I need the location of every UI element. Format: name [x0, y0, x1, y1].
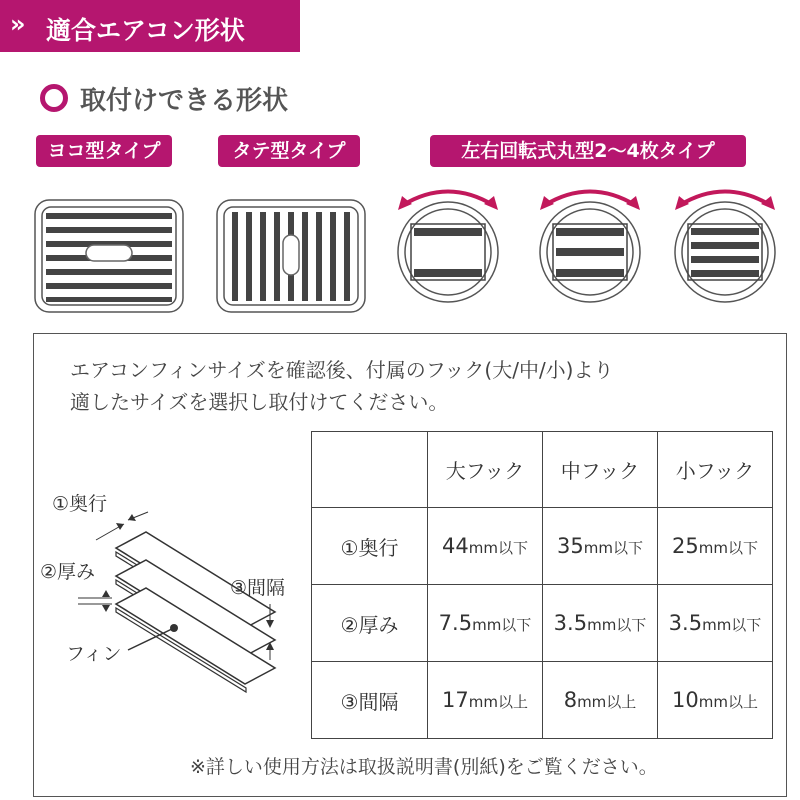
table-header: 中フック [543, 432, 658, 508]
thickness-label: ②厚み [40, 561, 96, 583]
table-cell: 3.5mm以下 [658, 585, 773, 662]
hook-size-table [311, 431, 773, 739]
table-cell: 8mm以上 [543, 662, 658, 739]
table-cell: 25mm以下 [658, 508, 773, 585]
intro-line-2: 適したサイズを選択し取付けてください。 [70, 390, 449, 414]
vertical-vent-icon [217, 200, 365, 312]
table-header: 小フック [658, 432, 773, 508]
table-cell: 7.5mm以下 [428, 585, 543, 662]
vent-type-illustrations [0, 180, 800, 330]
header-title: 適合エアコン形状 [46, 16, 245, 45]
double-chevron-icon: » [10, 10, 20, 38]
header-banner [0, 0, 300, 52]
table-cell: 35mm以下 [543, 508, 658, 585]
round-vent-2-icon [398, 192, 498, 303]
type-tag-round: 左右回転式丸型2〜4枚タイプ [430, 135, 746, 167]
table-corner-cell [312, 432, 428, 508]
fin-diagram [36, 480, 306, 710]
usage-note: ※詳しい使用方法は取扱説明書(別紙)をご覧ください。 [190, 756, 658, 778]
row-label: ②厚み [312, 585, 428, 662]
circle-bullet-icon [40, 84, 68, 112]
horizontal-vent-icon [35, 200, 183, 312]
row-label: ③間隔 [312, 662, 428, 739]
table-cell: 17mm以上 [428, 662, 543, 739]
table-row [312, 662, 773, 739]
table-row [312, 585, 773, 662]
gap-label: ③間隔 [230, 577, 286, 599]
table-header: 大フック [428, 432, 543, 508]
fin-label: フィン [66, 643, 122, 665]
table-header-row [312, 432, 773, 508]
type-tag-horizontal: ヨコ型タイプ [36, 135, 172, 167]
round-vent-4-icon [675, 192, 775, 303]
round-vent-3-icon [540, 192, 640, 303]
depth-label: ①奥行 [52, 493, 108, 515]
table-cell: 10mm以上 [658, 662, 773, 739]
section-title: 取付けできる形状 [80, 86, 289, 116]
type-tag-vertical: タテ型タイプ [218, 135, 360, 167]
table-cell: 44mm以下 [428, 508, 543, 585]
row-label: ①奥行 [312, 508, 428, 585]
table-cell: 3.5mm以下 [543, 585, 658, 662]
intro-line-1: エアコンフィンサイズを確認後、付属のフック(大/中/小)より [70, 358, 614, 382]
table-row [312, 508, 773, 585]
